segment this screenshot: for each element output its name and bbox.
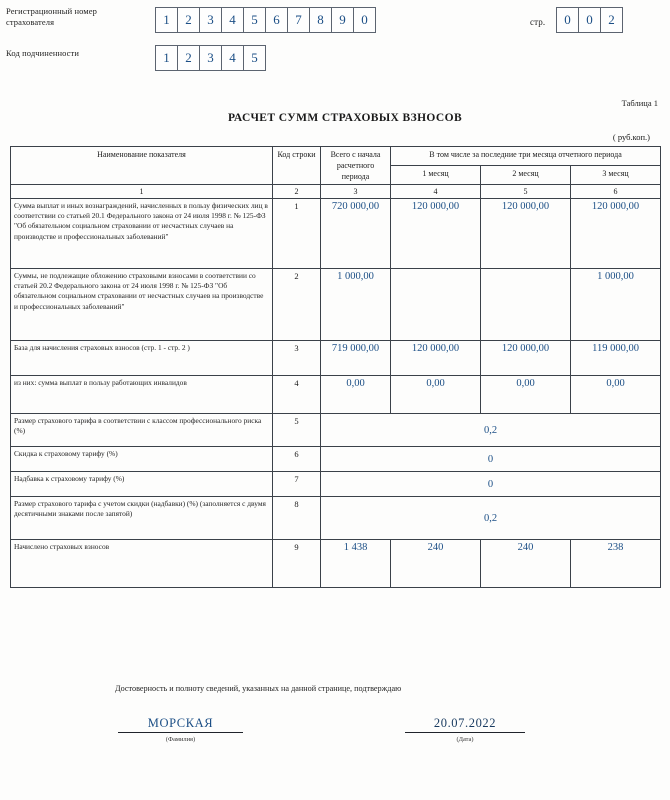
row-label: Надбавка к страховому тарифу (%) <box>11 472 273 497</box>
row-code: 9 <box>273 540 321 588</box>
table-row <box>11 447 661 472</box>
registration-number-boxes[interactable] <box>155 7 376 33</box>
row-merged-value[interactable]: 0 <box>321 447 661 472</box>
registration-digit[interactable]: 9 <box>332 8 354 32</box>
row-code: 1 <box>273 199 321 269</box>
row-month1-value[interactable] <box>391 269 481 341</box>
registration-digit[interactable]: 1 <box>156 8 178 32</box>
column-header-month-3: 3 месяц <box>571 166 661 185</box>
row-total-value[interactable]: 0,00 <box>321 376 391 414</box>
registration-digit[interactable]: 5 <box>244 8 266 32</box>
table-row <box>11 540 661 588</box>
column-number: 1 <box>11 185 273 199</box>
row-month3-value[interactable]: 238 <box>571 540 661 588</box>
column-number-row <box>11 185 661 199</box>
subordination-digit[interactable]: 1 <box>156 46 178 70</box>
column-header-last-three-months: В том числе за последние три месяца отчетного периода <box>391 147 661 166</box>
row-code: 7 <box>273 472 321 497</box>
registration-digit[interactable]: 7 <box>288 8 310 32</box>
row-month2-value[interactable]: 0,00 <box>481 376 571 414</box>
registration-digit[interactable]: 0 <box>354 8 375 32</box>
row-month1-value[interactable]: 120 000,00 <box>391 199 481 269</box>
row-code: 8 <box>273 497 321 540</box>
column-header-month-1: 1 месяц <box>391 166 481 185</box>
table-row <box>11 376 661 414</box>
subordination-code-label: Код подчиненности <box>6 48 80 58</box>
row-total-value[interactable]: 1 000,00 <box>321 269 391 341</box>
row-month2-value[interactable]: 120 000,00 <box>481 199 571 269</box>
row-merged-value[interactable]: 0,2 <box>321 414 661 447</box>
row-merged-value[interactable]: 0,2 <box>321 497 661 540</box>
column-number: 6 <box>571 185 661 199</box>
column-number: 2 <box>273 185 321 199</box>
row-label: Размер страхового тарифа с учетом скидки (надбавки) (%) (заполняется с двумя десятичными знаками после запятой) <box>11 497 273 540</box>
table-number: Таблица 1 <box>621 98 658 108</box>
registration-digit[interactable]: 6 <box>266 8 288 32</box>
row-month2-value[interactable]: 240 <box>481 540 571 588</box>
row-month1-value[interactable]: 240 <box>391 540 481 588</box>
row-month2-value[interactable] <box>481 269 571 341</box>
row-code: 5 <box>273 414 321 447</box>
row-code: 3 <box>273 341 321 376</box>
confirmation-text: Достоверность и полноту сведений, указанных на данной странице, подтверждаю <box>115 684 402 693</box>
row-month3-value[interactable]: 1 000,00 <box>571 269 661 341</box>
row-merged-value[interactable]: 0 <box>321 472 661 497</box>
table-row <box>11 269 661 341</box>
row-code: 6 <box>273 447 321 472</box>
row-label: из них: сумма выплат в пользу работающих инвалидов <box>11 376 273 414</box>
row-label: Скидка к страховому тарифу (%) <box>11 447 273 472</box>
column-number: 5 <box>481 185 571 199</box>
subordination-digit[interactable]: 2 <box>178 46 200 70</box>
subordination-code-boxes[interactable] <box>155 45 266 71</box>
row-label: База для начисления страховых взносов (стр. 1 - стр. 2 ) <box>11 341 273 376</box>
page-number-label: стр. <box>530 17 546 27</box>
row-label: Размер страхового тарифа в соответствии с классом профессионального риска (%) <box>11 414 273 447</box>
row-label: Сумма выплат и иных вознаграждений, начисленных в пользу физических лиц в соответствии со статьей 20.1 Федерального закона от 24 июля 1998 г. № 125-ФЗ "Об обязательном социальном страховании от несчастных случаев на производстве и профессиональных заболеваний" <box>11 199 273 269</box>
row-month1-value[interactable]: 120 000,00 <box>391 341 481 376</box>
table-row <box>11 497 661 540</box>
signature-name-field[interactable]: МОРСКАЯ <box>118 716 243 733</box>
registration-digit[interactable]: 8 <box>310 8 332 32</box>
registration-digit[interactable]: 4 <box>222 8 244 32</box>
row-label: Суммы, не подлежащие обложению страховыми взносами в соответствии со статьей 20.2 Федерального закона от 24 июля 1998 г. № 125-ФЗ "Об обязательном социальном страховании от несчастных случаев на производстве и профессиональных заболеваний" <box>11 269 273 341</box>
signature-date-field[interactable]: 20.07.2022 <box>405 716 525 733</box>
column-header-name: Наименование показателя <box>11 147 273 185</box>
column-header-total: Всего с начала расчетного периода <box>321 147 391 185</box>
page-number-boxes[interactable] <box>556 7 623 33</box>
column-number: 3 <box>321 185 391 199</box>
table-row <box>11 414 661 447</box>
page-title: РАСЧЕТ СУММ СТРАХОВЫХ ВЗНОСОВ <box>227 112 463 124</box>
subordination-digit[interactable]: 4 <box>222 46 244 70</box>
row-total-value[interactable]: 720 000,00 <box>321 199 391 269</box>
row-total-value[interactable]: 719 000,00 <box>321 341 391 376</box>
row-month3-value[interactable]: 120 000,00 <box>571 199 661 269</box>
column-number: 4 <box>391 185 481 199</box>
page-digit[interactable]: 0 <box>579 8 601 32</box>
column-header-code: Код строки <box>273 147 321 185</box>
page-digit[interactable]: 0 <box>557 8 579 32</box>
table-row <box>11 341 661 376</box>
units-label: ( руб.коп.) <box>612 132 650 142</box>
row-month3-value[interactable]: 0,00 <box>571 376 661 414</box>
table-row <box>11 199 661 269</box>
subordination-digit[interactable]: 3 <box>200 46 222 70</box>
row-code: 4 <box>273 376 321 414</box>
registration-number-label: Регистрационный номер страхователя <box>6 6 98 27</box>
page-digit[interactable]: 2 <box>601 8 622 32</box>
table-header-row <box>11 147 661 166</box>
row-month3-value[interactable]: 119 000,00 <box>571 341 661 376</box>
table-row <box>11 472 661 497</box>
signature-date-caption: (Дата) <box>456 736 474 743</box>
signature-name-caption: (Фамилия) <box>165 736 196 743</box>
row-code: 2 <box>273 269 321 341</box>
form-header <box>0 0 670 88</box>
row-month1-value[interactable]: 0,00 <box>391 376 481 414</box>
row-label: Начислено страховых взносов <box>11 540 273 588</box>
registration-digit[interactable]: 3 <box>200 8 222 32</box>
column-header-month-2: 2 месяц <box>481 166 571 185</box>
row-month2-value[interactable]: 120 000,00 <box>481 341 571 376</box>
contributions-table <box>10 146 661 588</box>
subordination-digit[interactable]: 5 <box>244 46 265 70</box>
row-total-value[interactable]: 1 438 <box>321 540 391 588</box>
registration-digit[interactable]: 2 <box>178 8 200 32</box>
